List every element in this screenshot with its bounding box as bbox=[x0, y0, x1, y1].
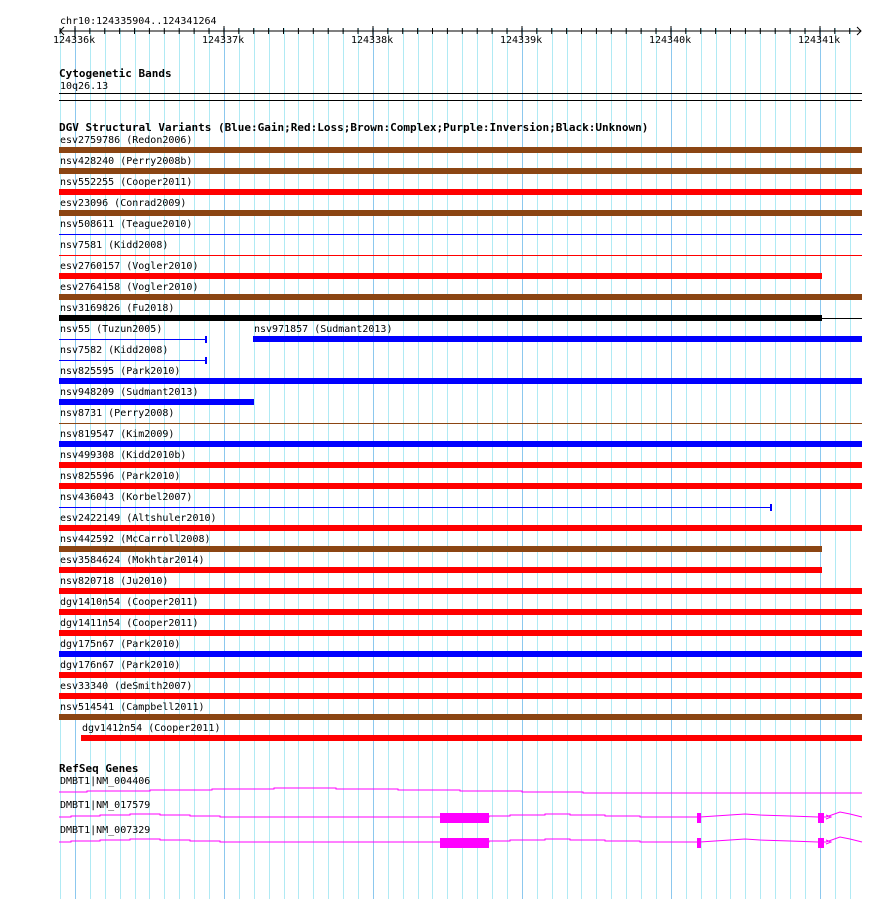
gene-label: DMBT1|NM_004406 bbox=[60, 776, 151, 787]
variant-label: esv2760157 (Vogler2010) bbox=[60, 261, 199, 272]
variant-label: nsv825596 (Park2010) bbox=[60, 471, 181, 482]
variant-label: nsv825595 (Park2010) bbox=[60, 366, 181, 377]
variant-label: nsv820718 (Ju2010) bbox=[60, 576, 169, 587]
exon bbox=[818, 813, 824, 823]
variant-label: nsv3169826 (Fu2018) bbox=[60, 303, 175, 314]
ruler-range: chr10:124335904..124341264 bbox=[60, 16, 217, 27]
variant-label: nsv971857 (Sudmant2013) bbox=[254, 324, 393, 335]
tick-label: 124340k bbox=[649, 35, 692, 46]
variant-label: esv2764158 (Vogler2010) bbox=[60, 282, 199, 293]
variant-label: nsv7582 (Kidd2008) bbox=[60, 345, 169, 356]
gene-model bbox=[59, 788, 862, 793]
dgv-title: DGV Structural Variants (Blue:Gain;Red:Loss;Brown:Complex;Purple:Inversion;Black:Unknown) bbox=[59, 121, 649, 134]
variant-label: nsv819547 (Kim2009) bbox=[60, 429, 175, 440]
variant-label: nsv514541 (Campbell2011) bbox=[60, 702, 205, 713]
gene-label: DMBT1|NM_007329 bbox=[60, 825, 151, 836]
variant-label: nsv442592 (McCarroll2008) bbox=[60, 534, 211, 545]
exon bbox=[697, 813, 701, 823]
exon bbox=[818, 838, 824, 848]
variant-label: nsv428240 (Perry2008b) bbox=[60, 156, 193, 167]
tick-label: 124341k bbox=[798, 35, 841, 46]
variant-label: nsv508611 (Teague2010) bbox=[60, 219, 193, 230]
variant-label: nsv436043 (Korbel2007) bbox=[60, 492, 193, 503]
cyto-title: Cytogenetic Bands bbox=[59, 67, 172, 80]
variant-label: esv3584624 (Mokhtar2014) bbox=[60, 555, 205, 566]
variant-label: nsv499308 (Kidd2010b) bbox=[60, 450, 187, 461]
tick-label: 124339k bbox=[500, 35, 543, 46]
variant-label: nsv55 (Tuzun2005) bbox=[60, 324, 163, 335]
gene-label: DMBT1|NM_017579 bbox=[60, 800, 151, 811]
variant-label: nsv552255 (Cooper2011) bbox=[60, 177, 193, 188]
tick-label: 124338k bbox=[351, 35, 394, 46]
variant-label: esv33340 (deSmith2007) bbox=[60, 681, 193, 692]
variant-label: esv2759786 (Redon2006) bbox=[60, 135, 193, 146]
tick-label: 124337k bbox=[202, 35, 245, 46]
variant-label: esv23096 (Conrad2009) bbox=[60, 198, 187, 209]
exon bbox=[440, 838, 489, 848]
cyto-band-label: 10q26.13 bbox=[60, 81, 109, 92]
variant-label: dgv175n67 (Park2010) bbox=[60, 639, 181, 650]
tick-label: 124336k bbox=[53, 35, 96, 46]
variant-label: dgv1411n54 (Cooper2011) bbox=[60, 618, 199, 629]
variant-label: nsv948209 (Sudmant2013) bbox=[60, 387, 199, 398]
variant-label: nsv8731 (Perry2008) bbox=[60, 408, 175, 419]
exon bbox=[440, 813, 489, 823]
variant-label: nsv7581 (Kidd2008) bbox=[60, 240, 169, 251]
variant-label: dgv1412n54 (Cooper2011) bbox=[82, 723, 221, 734]
variant-label: esv2422149 (Altshuler2010) bbox=[60, 513, 217, 524]
refseq-title: RefSeq Genes bbox=[59, 762, 139, 775]
variant-label: dgv1410n54 (Cooper2011) bbox=[60, 597, 199, 608]
exon bbox=[697, 838, 701, 848]
variant-label: dgv176n67 (Park2010) bbox=[60, 660, 181, 671]
